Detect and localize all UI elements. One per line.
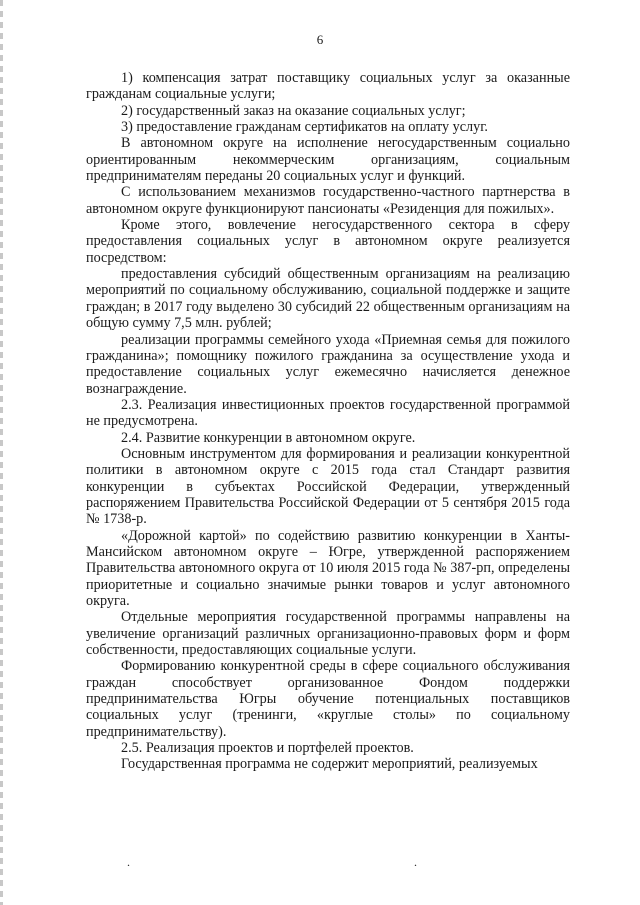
paragraph-9: 2.3. Реализация инвестиционных проектов государственной программой не предусмотрена.	[86, 396, 570, 430]
paragraph-5: С использованием механизмов государственно-частного партнерства в автономном округе функционируют пансионаты «Резиденция для пожилых».	[86, 184, 570, 217]
paragraph-11: Основным инструментом для формирования и реализации конкурентной политики в автономном округе с 2015 года стал Стандарт развития конкуренции в субъектах Российской Федерации, утвержденный распоряжением Правительства Российской Федерации от 5 сентября 2015 года № 1738-р.	[86, 445, 570, 528]
paragraph-4: В автономном округе на исполнение негосударственным социально ориентированным некоммерческим организациям, социальным предпринимателям переданы 20 социальных услуг и функций.	[86, 135, 570, 185]
paragraph-7: предоставления субсидий общественным организациям на реализацию мероприятий по социальному обслуживанию, социальной поддержке и защите граждан; в 2017 году выделено 30 субсидий 22 общественным организациям на общую сумму 7,5 млн. рублей;	[86, 266, 570, 332]
page-number: 6	[316, 32, 324, 47]
scan-edge	[0, 0, 3, 905]
paragraph-8: реализации программы семейного ухода «Приемная семья для пожилого гражданина»; помощнику пожилого гражданина за осуществление ухода и предоставление социальных услуг ежемесячно начисляется денежное вознаграждение.	[86, 331, 570, 397]
paragraph-10: 2.4. Развитие конкуренции в автономном округе.	[121, 429, 416, 446]
paragraph-1: 1) компенсация затрат поставщику социальных услуг за оказанные гражданам социальные услуги;	[86, 70, 570, 103]
paragraph-14: Формированию конкурентной среды в сфере социального обслуживания граждан способствует организованное Фондом поддержки предпринимательства Югры обучение потенциальных поставщиков социальных услуг (тренинги, «круглые столы» по социальному предпринимательству).	[86, 658, 570, 740]
paragraph-12: «Дорожной картой» по содействию развитию конкуренции в Ханты-Мансийском автономном округе – Югре, утвержденной распоряжением Правительства автономного округа от 10 июля 2015 года № 387-рп, определены приоритетные и социально значимые рынки товаров и услуг автономного округа.	[86, 527, 570, 609]
paragraph-6: Кроме этого, вовлечение негосударственного сектора в сферу предоставления социальных услуг в автономном округе реализуется посредством:	[86, 217, 570, 266]
paragraph-3: 3) предоставление гражданам сертификатов на оплату услуг.	[121, 119, 488, 136]
paragraph-15: 2.5. Реализация проектов и портфелей проектов.	[121, 740, 414, 757]
paragraph-16: Государственная программа не содержит мероприятий, реализуемых	[121, 756, 538, 773]
paragraph-2: 2) государственный заказ на оказание социальных услуг;	[121, 102, 466, 119]
document-body	[86, 70, 570, 773]
footer-mark-left: .	[127, 855, 130, 869]
paragraph-13: Отдельные мероприятия государственной программы направлены на увеличение организаций различных организационно-правовых форм и форм собственности, предоставляющих социальные услуги.	[86, 609, 570, 659]
footer-mark-right: .	[414, 855, 417, 869]
